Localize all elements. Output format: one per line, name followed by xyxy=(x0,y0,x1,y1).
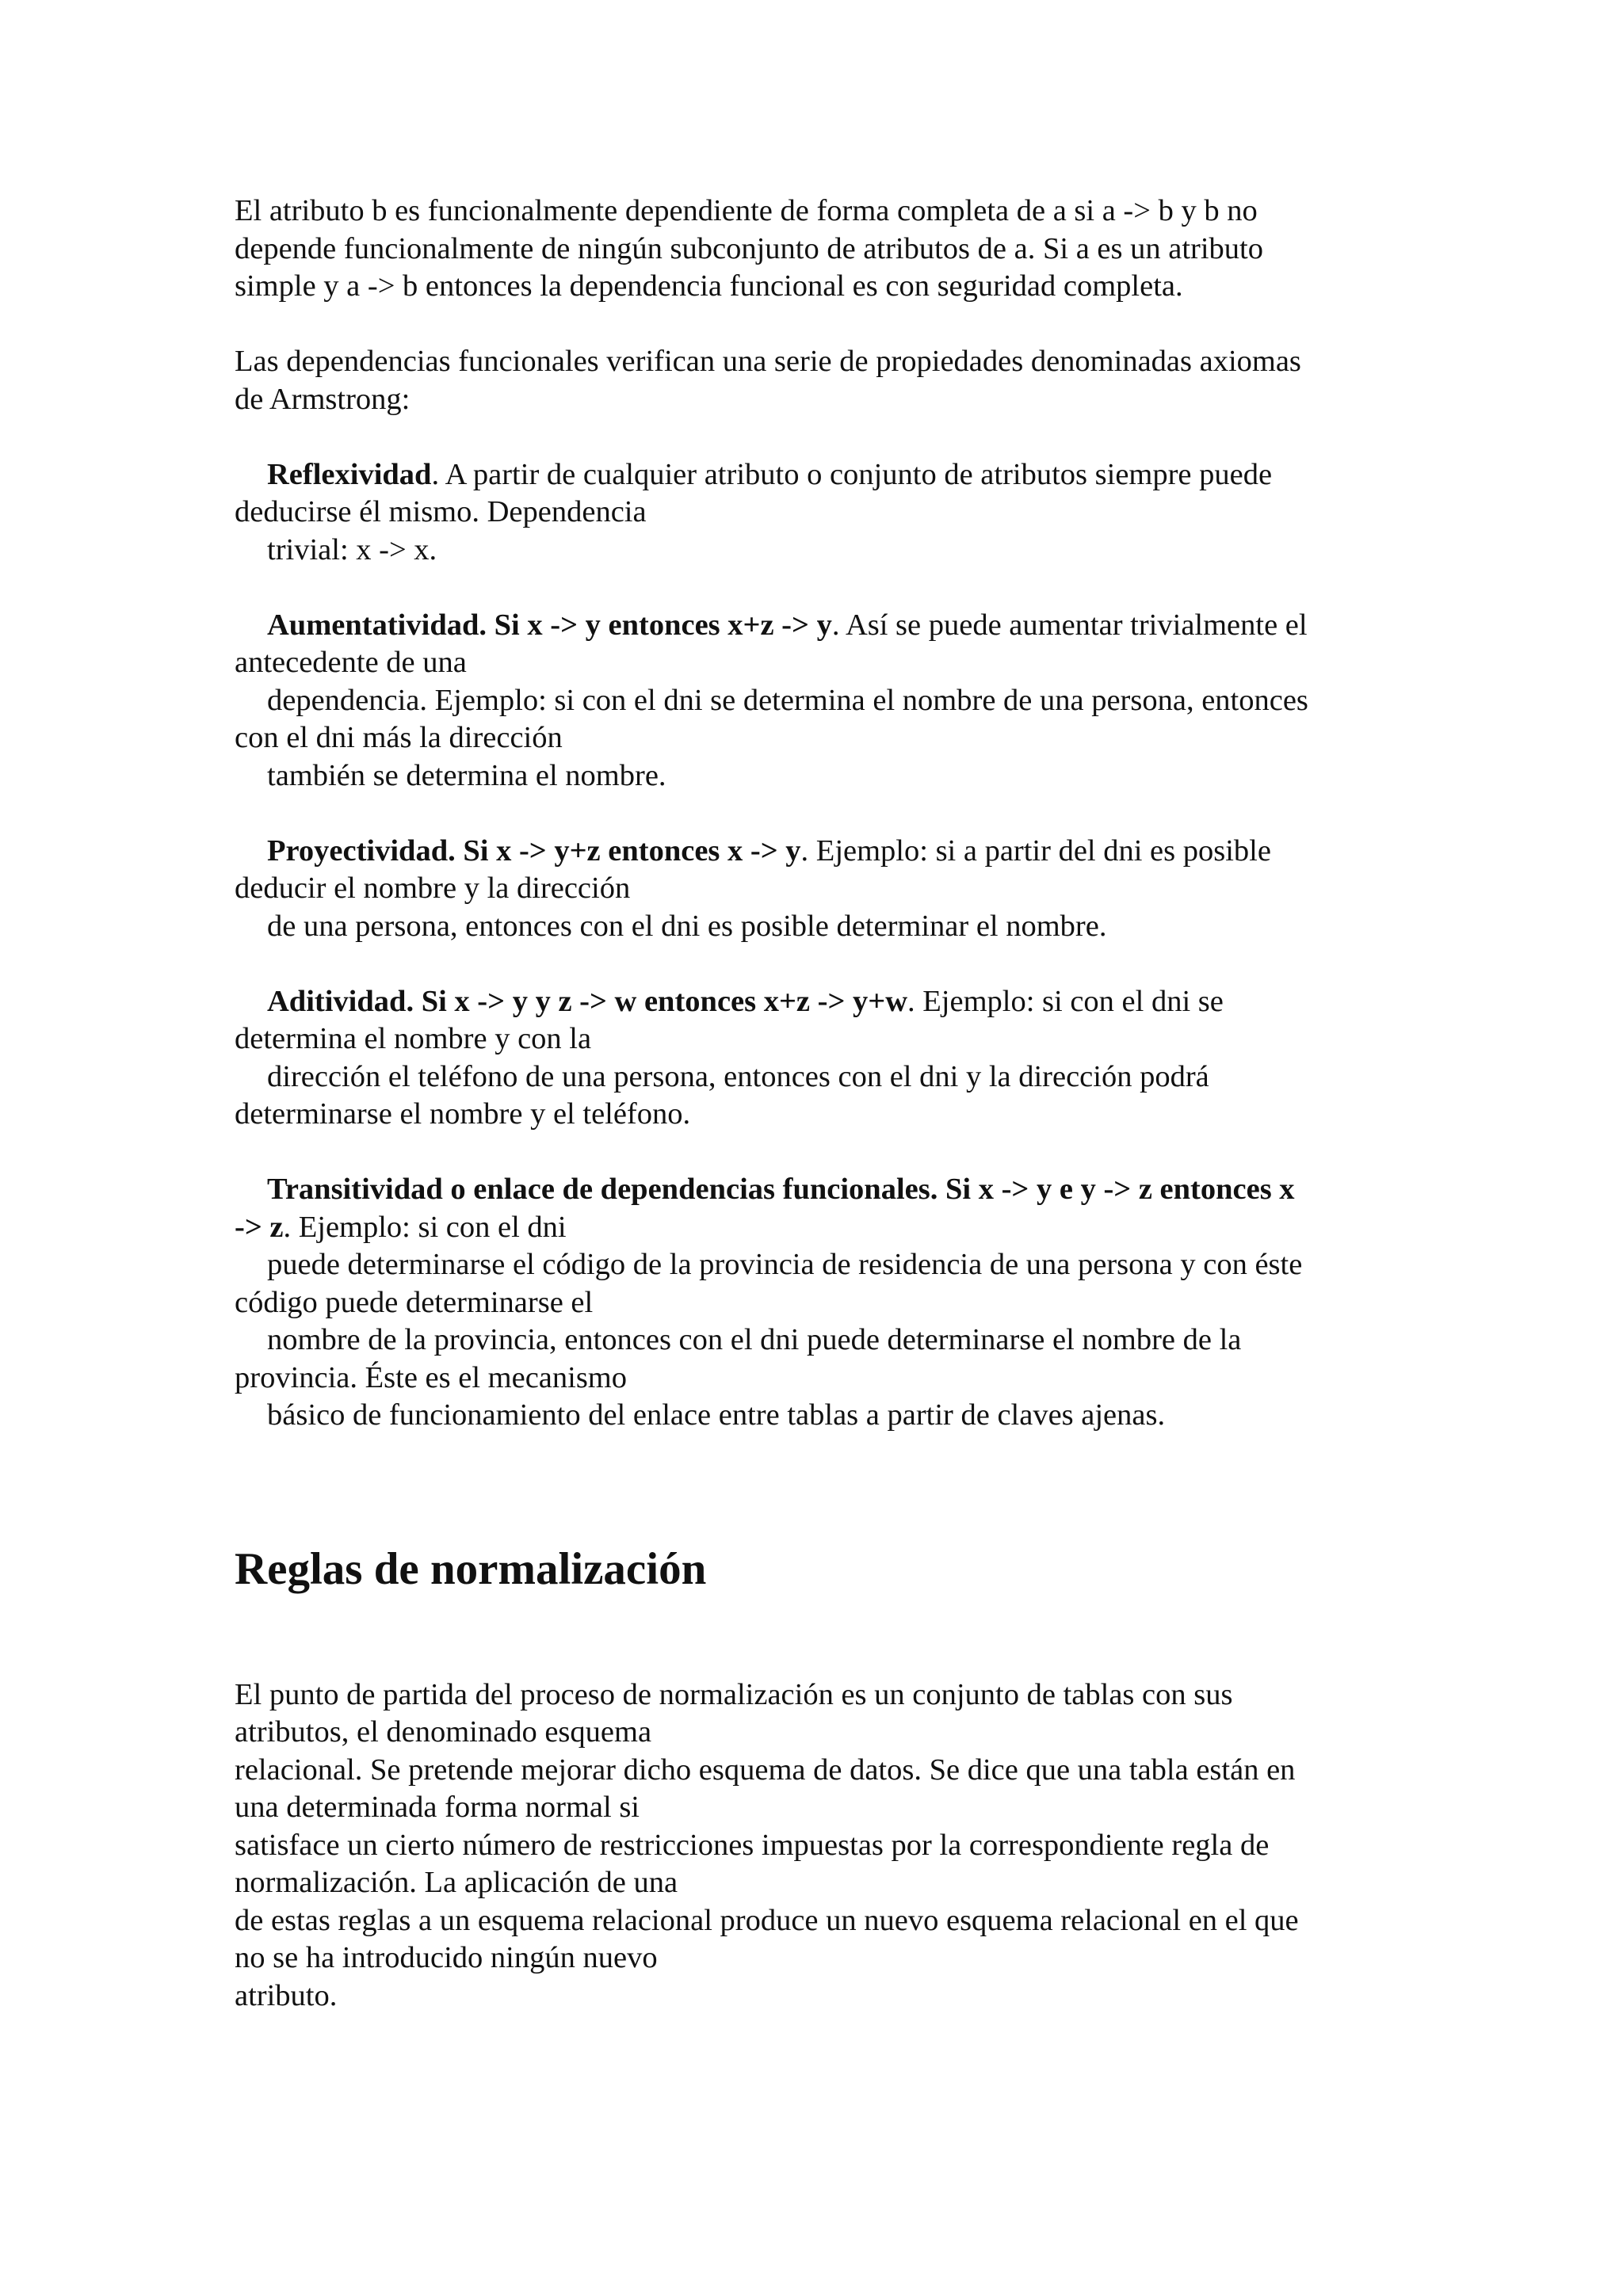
text-line: trivial: x -> x. xyxy=(267,532,437,566)
axiom-transitividad xyxy=(235,1171,1407,1435)
axiom-text: . Así se puede aumentar trivialmente el xyxy=(831,608,1308,642)
axiom-first-line xyxy=(235,833,1407,871)
text-line: con el dni más la dirección xyxy=(235,721,563,754)
text-line: Las dependencias funcionales verifican una serie de propiedades denominadas axiomas xyxy=(235,345,1301,378)
axiom-text: . Ejemplo: si a partir del dni es posible xyxy=(800,833,1271,868)
axiom-name: Aditividad. Si x -> y y z -> w entonces x+z -> y+w xyxy=(267,984,908,1018)
axiom-name: Transitividad o enlace de dependencias funcionales. Si x -> y e y -> z entonces x xyxy=(267,1173,1295,1206)
axiom-text: . Ejemplo: si con el dni xyxy=(283,1210,567,1244)
text-line: satisface un cierto número de restricciones impuestas por la correspondiente regla de xyxy=(235,1828,1270,1862)
axiom-first-line xyxy=(235,1209,1407,1247)
text-line: atributo. xyxy=(235,1978,338,2012)
axiom-first-line xyxy=(235,983,1407,1021)
text-line: una determinada forma normal si xyxy=(235,1791,640,1824)
armstrong-paragraph xyxy=(235,343,1407,418)
axiom-name-continued: -> z xyxy=(235,1210,284,1244)
text-line: también se determina el nombre. xyxy=(267,758,666,792)
axiom-name: Aumentatividad. Si x -> y entonces x+z -> y xyxy=(267,608,832,642)
text-line: simple y a -> b entonces la dependencia funcional es con seguridad completa. xyxy=(235,269,1183,303)
text-line: nombre de la provincia, entonces con el dni puede determinarse el nombre de la xyxy=(267,1323,1242,1356)
text-line: El atributo b es funcionalmente dependiente de forma completa de a si a -> b y b no xyxy=(235,194,1258,227)
text-line: deducir el nombre y la dirección xyxy=(235,871,631,905)
normalization-paragraph xyxy=(235,1676,1407,2016)
axiom-first-line xyxy=(235,456,1407,494)
text-line: dirección el teléfono de una persona, entonces con el dni y la dirección podrá xyxy=(267,1059,1209,1093)
axiom-text: . Ejemplo: si con el dni se xyxy=(907,984,1224,1018)
text-line: de una persona, entonces con el dni es posible determinar el nombre. xyxy=(267,909,1107,943)
axiom-aumentatividad xyxy=(235,607,1407,795)
text-line: depende funcionalmente de ningún subconjunto de atributos de a. Si a es un atributo xyxy=(235,231,1263,265)
text-line: determinarse el nombre y el teléfono. xyxy=(235,1097,691,1131)
text-line: normalización. La aplicación de una xyxy=(235,1866,678,1899)
section-heading: Reglas de normalización xyxy=(235,1543,707,1594)
text-line: determina el nombre y con la xyxy=(235,1022,592,1055)
text-line: de estas reglas a un esquema relacional produce un nuevo esquema relacional en el que xyxy=(235,1903,1299,1937)
page-content xyxy=(235,193,1407,2015)
text-line: básico de funcionamiento del enlace entre tablas a partir de claves ajenas. xyxy=(267,1398,1166,1432)
text-line: provincia. Éste es el mecanismo xyxy=(235,1360,627,1394)
text-line: código puede determinarse el xyxy=(235,1285,594,1319)
text-line: de Armstrong: xyxy=(235,382,411,416)
axiom-proyectividad xyxy=(235,833,1407,946)
axiom-text: . A partir de cualquier atributo o conjunto de atributos siempre puede xyxy=(431,457,1273,491)
text-line: El punto de partida del proceso de normalización es un conjunto de tablas con sus xyxy=(235,1677,1233,1711)
axiom-name: Proyectividad. Si x -> y+z entonces x -> y xyxy=(267,833,801,868)
text-line: deducirse él mismo. Dependencia xyxy=(235,495,647,528)
intro-paragraph xyxy=(235,193,1407,306)
text-line: atributos, el denominado esquema xyxy=(235,1715,652,1749)
text-line: antecedente de una xyxy=(235,646,467,679)
axiom-first-line xyxy=(235,607,1407,645)
text-line: relacional. Se pretende mejorar dicho esquema de datos. Se dice que una tabla están en xyxy=(235,1753,1296,1787)
axiom-aditividad xyxy=(235,983,1407,1134)
text-line: no se ha introducido ningún nuevo xyxy=(235,1941,658,1974)
text-line: dependencia. Ejemplo: si con el dni se determina el nombre de una persona, entonces xyxy=(267,683,1308,717)
axiom-name: Reflexividad xyxy=(267,457,432,491)
text-line: puede determinarse el código de la provincia de residencia de una persona y con éste xyxy=(267,1248,1303,1281)
axiom-reflexividad xyxy=(235,456,1407,570)
